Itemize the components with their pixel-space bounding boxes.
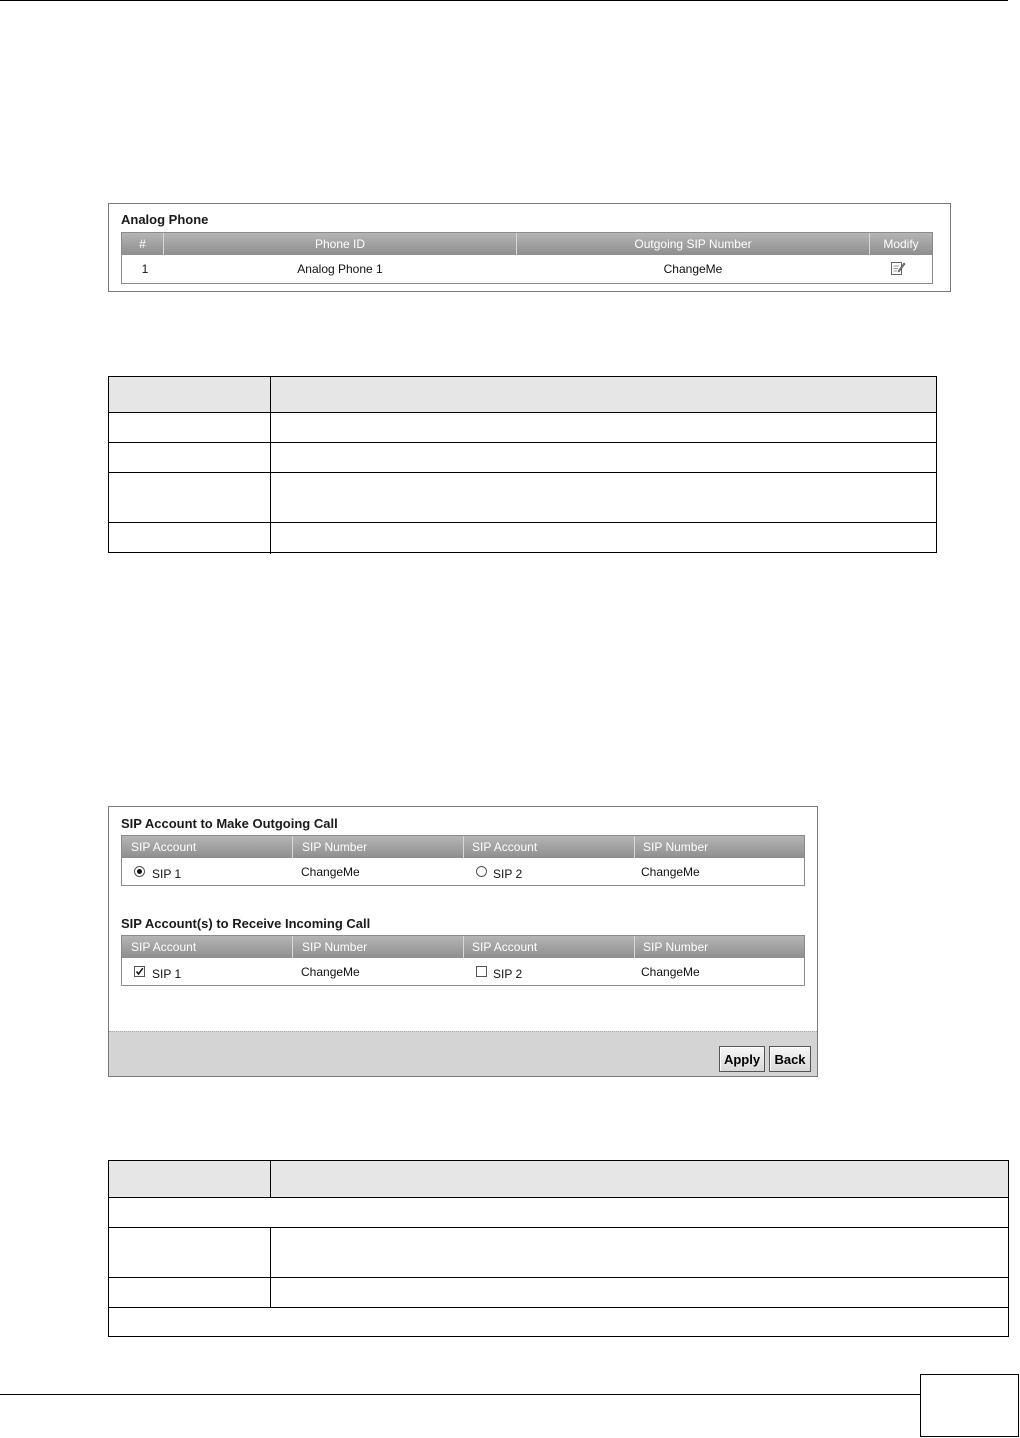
row-divider [109,442,936,443]
col-separator [463,836,464,858]
incoming-sip2-number: ChangeMe [641,965,700,979]
table-row [122,958,804,985]
outgoing-sip1-label: SIP 1 [152,867,182,881]
col-index-header: # [139,237,146,251]
outgoing-sip2-label: SIP 2 [493,867,523,881]
col-sip-number-header: SIP Number [643,940,709,954]
row-phone-id: Analog Phone 1 [297,262,383,276]
incoming-sip1-number: ChangeMe [301,965,360,979]
page-number-box [920,1374,1019,1437]
outgoing-section-title: SIP Account to Make Outgoing Call [121,816,338,831]
col-sip-account-header: SIP Account [131,940,197,954]
row-divider [109,1307,1008,1308]
analog-phone-title: Analog Phone [121,212,209,227]
outgoing-table [121,835,805,886]
button-bar [109,1031,817,1076]
analog-phone-table [121,232,933,284]
description-table-2 [108,1160,1009,1337]
column-divider [270,377,271,554]
table-row [122,255,932,283]
row-index: 1 [141,262,149,276]
col-outgoing-header: Outgoing SIP Number [634,237,752,251]
col-separator [634,836,635,858]
column-divider [270,1227,271,1307]
row-divider [109,522,936,523]
row-divider [109,1197,1008,1198]
col-sip-number-header: SIP Number [302,940,368,954]
outgoing-sip1-number: ChangeMe [301,865,360,879]
apply-button[interactable]: Apply [719,1046,765,1072]
outgoing-table-header [122,836,804,858]
col-separator [634,936,635,958]
footer-rule [0,1394,920,1395]
outgoing-sip1-radio[interactable] [134,866,145,877]
col-phone-id-header: Phone ID [314,237,366,251]
analog-phone-panel [108,203,951,292]
description-table-header [109,377,936,412]
col-separator [463,936,464,958]
incoming-sip2-label: SIP 2 [493,967,523,981]
incoming-sip1-checkbox[interactable] [134,966,145,977]
col-sip-account-header: SIP Account [472,940,538,954]
col-separator [292,936,293,958]
column-divider [270,1161,271,1197]
col-sip-number-header: SIP Number [643,840,709,854]
col-sip-number-header: SIP Number [302,840,368,854]
incoming-table [121,935,805,986]
incoming-table-header [122,936,804,958]
analog-phone-table-header [122,233,932,255]
description-table-1 [108,376,937,553]
table-row [122,858,804,885]
row-divider [109,472,936,473]
row-outgoing-number: ChangeMe [663,262,723,276]
header-rule [0,0,1008,1]
outgoing-sip2-number: ChangeMe [641,865,700,879]
description-table-header [109,1161,1008,1197]
row-divider [109,1277,1008,1278]
incoming-sip2-checkbox[interactable] [476,966,487,977]
edit-icon[interactable] [890,260,906,276]
incoming-section-title: SIP Account(s) to Receive Incoming Call [121,916,371,931]
col-separator [292,836,293,858]
outgoing-sip2-radio[interactable] [476,866,487,877]
sip-account-panel [108,806,818,1077]
back-button[interactable]: Back [769,1046,811,1072]
col-sip-account-header: SIP Account [472,840,538,854]
row-divider [109,412,936,413]
col-sip-account-header: SIP Account [131,840,197,854]
row-divider [109,1227,1008,1228]
incoming-sip1-label: SIP 1 [152,967,182,981]
col-modify-header: Modify [883,237,919,251]
